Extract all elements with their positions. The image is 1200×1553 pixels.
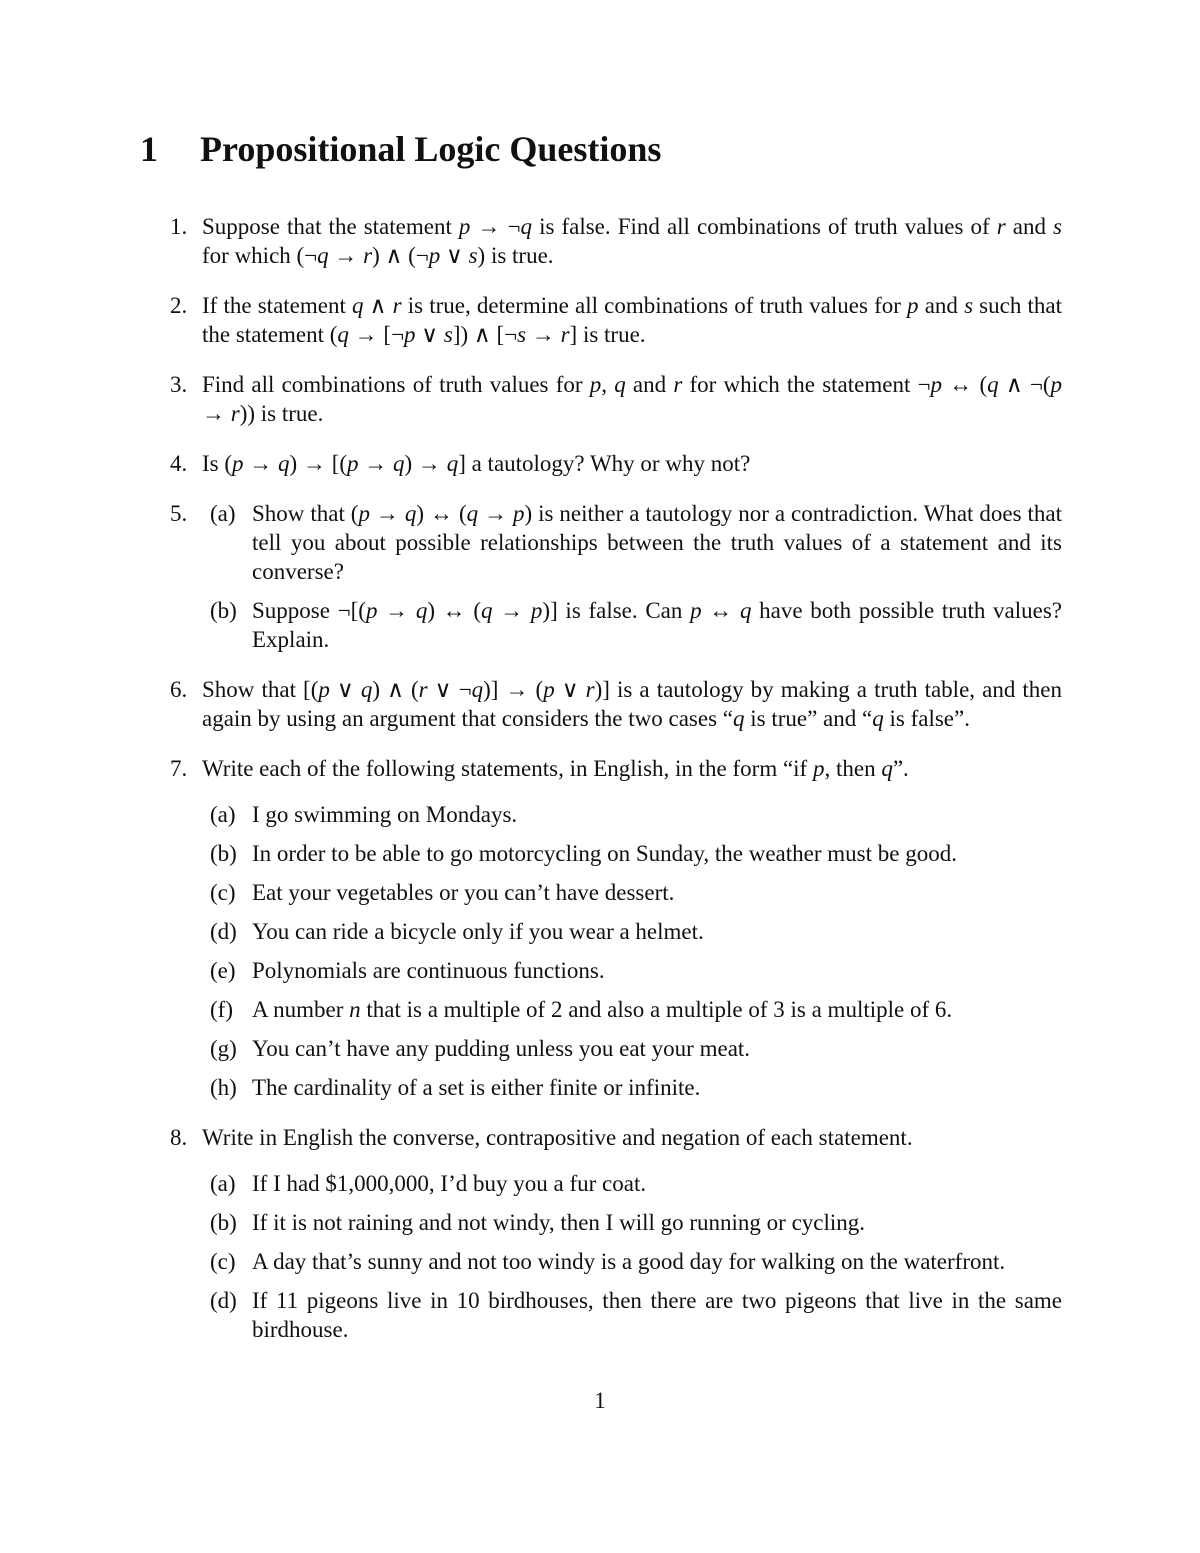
part-label: (d)	[210, 1288, 237, 1313]
question-item	[140, 675, 1062, 733]
question-part	[202, 956, 1062, 985]
part-label: (d)	[210, 919, 237, 944]
question-body	[202, 675, 1062, 733]
part-label: (b)	[210, 598, 237, 623]
question-body	[202, 449, 1062, 478]
part-label: (b)	[210, 1210, 237, 1235]
part-label: (h)	[210, 1075, 237, 1100]
question-text: Suppose that the statement p → ¬q is false. Find all combinations of truth values of r and s for which (¬q → r) ∧ (¬p ∨ s) is true.	[202, 214, 1062, 268]
part-label: (a)	[210, 802, 236, 827]
part-text: A day that’s sunny and not too windy is a good day for walking on the waterfront.	[252, 1249, 1006, 1274]
question-item	[140, 754, 1062, 1102]
part-text: If it is not raining and not windy, then I will go running or cycling.	[252, 1210, 866, 1235]
question-number: 6.	[170, 677, 188, 702]
part-label: (a)	[210, 501, 236, 526]
question-text: Is (p → q) → [(p → q) → q] a tautology? Why or why not?	[202, 451, 751, 476]
part-text: If 11 pigeons live in 10 birdhouses, then there are two pigeons that live in the same birdhouse.	[252, 1288, 1062, 1342]
question-parts	[202, 499, 1062, 654]
question-part	[202, 1208, 1062, 1237]
question-part	[202, 917, 1062, 946]
part-label: (e)	[210, 958, 236, 983]
question-number: 4.	[170, 451, 188, 476]
question-list	[140, 212, 1062, 1344]
question-item	[140, 212, 1062, 270]
part-text: You can’t have any pudding unless you eat your meat.	[252, 1036, 751, 1061]
question-text: Show that [(p ∨ q) ∧ (r ∨ ¬q)] → (p ∨ r)] is a tautology by making a truth table, and then again by using an argument that considers the two cases “q is true” and “q is false”.	[202, 677, 1062, 731]
question-text: Write each of the following statements, in English, in the form “if p, then q”.	[202, 756, 909, 781]
question-part	[202, 878, 1062, 907]
question-body	[202, 754, 1062, 1102]
question-number: 7.	[170, 756, 188, 781]
question-body	[202, 370, 1062, 428]
question-part	[202, 995, 1062, 1024]
question-number: 8.	[170, 1125, 188, 1150]
question-body	[202, 212, 1062, 270]
question-text: If the statement q ∧ r is true, determine all combinations of truth values for p and s such that the statement (q → [¬p ∨ s]) ∧ [¬s → r] is true.	[202, 293, 1062, 347]
part-text: If I had $1,000,000, I’d buy you a fur coat.	[252, 1171, 647, 1196]
question-part	[202, 1073, 1062, 1102]
question-part	[202, 499, 1062, 586]
page-number: 1	[594, 1388, 606, 1413]
part-text: You can ride a bicycle only if you wear a helmet.	[252, 919, 704, 944]
section-heading	[140, 126, 1062, 172]
part-text: Polynomials are continuous functions.	[252, 958, 605, 983]
part-text: The cardinality of a set is either finite or infinite.	[252, 1075, 701, 1100]
question-number: 1.	[170, 214, 188, 239]
part-text: In order to be able to go motorcycling on Sunday, the weather must be good.	[252, 841, 957, 866]
question-part	[202, 1169, 1062, 1198]
question-part	[202, 1286, 1062, 1344]
part-label: (a)	[210, 1171, 236, 1196]
question-item	[140, 291, 1062, 349]
question-item	[140, 499, 1062, 654]
question-part	[202, 800, 1062, 829]
question-parts	[202, 800, 1062, 1102]
question-item	[140, 449, 1062, 478]
part-label: (g)	[210, 1036, 237, 1061]
part-label: (b)	[210, 841, 237, 866]
question-item	[140, 1123, 1062, 1344]
question-number: 5.	[170, 501, 188, 526]
question-part	[202, 1034, 1062, 1063]
question-parts	[202, 1169, 1062, 1344]
part-label: (c)	[210, 880, 236, 905]
question-number: 3.	[170, 372, 188, 397]
part-label: (c)	[210, 1249, 236, 1274]
part-text: I go swimming on Mondays.	[252, 802, 518, 827]
part-text: Eat your vegetables or you can’t have dessert.	[252, 880, 675, 905]
page-content	[140, 126, 1062, 1344]
question-item	[140, 370, 1062, 428]
question-body	[202, 291, 1062, 349]
question-body	[202, 499, 1062, 654]
question-body	[202, 1123, 1062, 1344]
question-part	[202, 839, 1062, 868]
question-number: 2.	[170, 293, 188, 318]
question-part	[202, 596, 1062, 654]
page-title: Propositional Logic Questions	[200, 129, 662, 169]
question-text: Find all combinations of truth values for p, q and r for which the statement ¬p ↔ (q ∧ ¬(p → r)) is true.	[202, 372, 1062, 426]
section-number: 1	[140, 129, 158, 169]
part-text: Show that (p → q) ↔ (q → p) is neither a tautology nor a contradiction. What does that tell you about possible relationships between the truth values of a statement and its converse?	[252, 501, 1062, 584]
question-text: Write in English the converse, contrapositive and negation of each statement.	[202, 1125, 913, 1150]
question-part	[202, 1247, 1062, 1276]
part-label: (f)	[210, 997, 233, 1022]
part-text: Suppose ¬[(p → q) ↔ (q → p)] is false. Can p ↔ q have both possible truth values? Explain.	[252, 598, 1063, 652]
part-text: A number n that is a multiple of 2 and also a multiple of 3 is a multiple of 6.	[252, 997, 953, 1022]
